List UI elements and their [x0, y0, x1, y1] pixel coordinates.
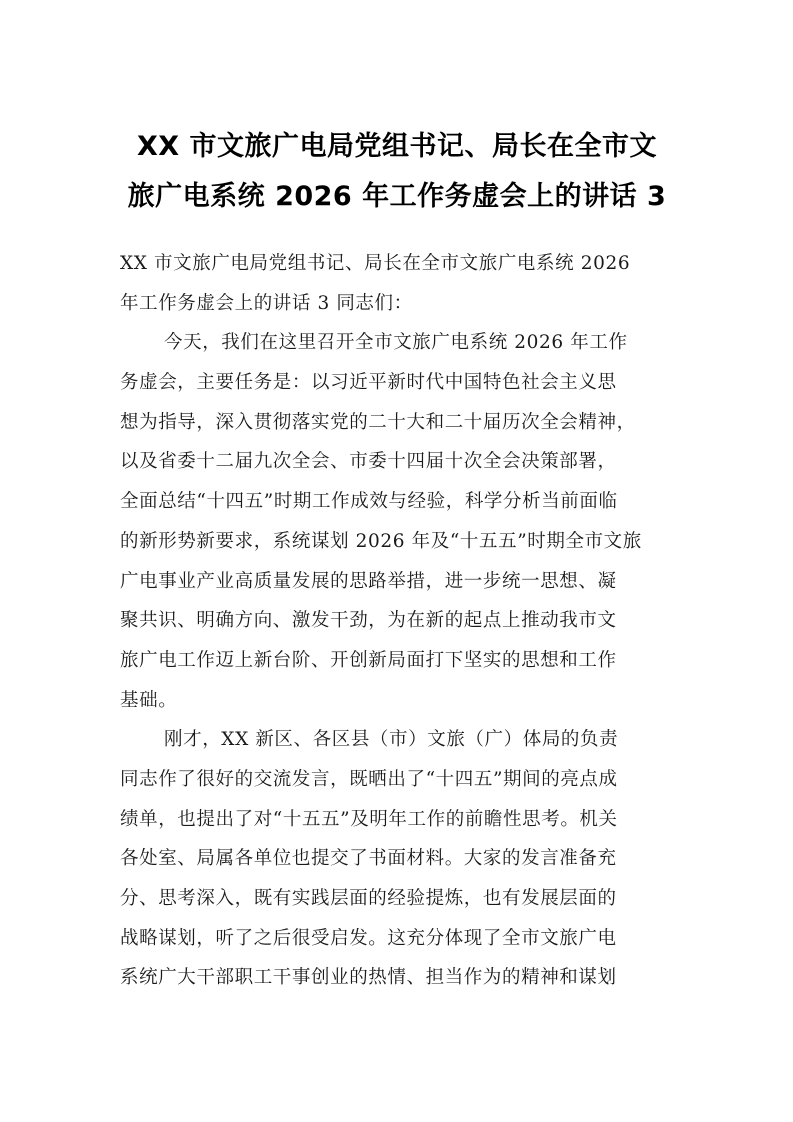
text-line: 聚共识、明确方向、激发干劲，为在新的起点上推动我市文: [120, 610, 617, 632]
text-line: 分、思考深入，既有实践层面的经验提炼，也有发展层面的: [120, 888, 617, 909]
document-title: [110, 122, 684, 222]
document-body: [120, 244, 676, 998]
text-line: 今天，我们在这里召开全市文旅广电系统 2026 年工作: [164, 332, 628, 354]
text-line: 战略谋划，听了之后很受启发。这充分体现了全市文旅广电: [120, 927, 617, 949]
paragraph-feedback: [120, 720, 676, 998]
text-line: 以及省委十二届九次全会、市委十四届十次全会决策部署，: [120, 451, 617, 473]
text-line: XX 市文旅广电局党组书记、局长在全市文旅广电系统 2026: [120, 253, 631, 274]
text-line: 年工作务虚会上的讲话 3 同志们：: [120, 292, 413, 314]
title-line: 旅广电系统 2026 年工作务虚会上的讲话 3: [127, 181, 667, 212]
paragraph-opening: [120, 323, 676, 720]
paragraph-heading: [120, 244, 676, 323]
title-line: XX 市文旅广电局党组书记、局长在全市文: [136, 131, 658, 162]
text-line: 务虚会，主要任务是：以习近平新时代中国特色社会主义思: [120, 372, 617, 394]
text-line: 全面总结“十四五”时期工作成效与经验，科学分析当前面临: [120, 491, 618, 513]
text-line: 旅广电工作迈上新台阶、开创新局面打下坚实的思想和工作: [120, 649, 617, 671]
text-line: 绩单，也提出了对“十五五”及明年工作的前瞻性思考。机关: [120, 808, 618, 830]
text-line: 各处室、局属各单位也提交了书面材料。大家的发言准备充: [120, 848, 617, 870]
text-line: 同志作了很好的交流发言，既晒出了“十四五”期间的亮点成: [120, 768, 618, 790]
text-line: 系统广大干部职工干事创业的热情、担当作为的精神和谋划: [120, 967, 617, 989]
text-line: 广电事业产业高质量发展的思路举措，进一步统一思想、凝: [120, 570, 617, 592]
text-line: 想为指导，深入贯彻落实党的二十大和二十届历次全会精神，: [120, 411, 636, 433]
text-line: 基础。: [120, 689, 178, 711]
text-line: 的新形势新要求，系统谋划 2026 年及“十五五”时期全市文旅: [120, 530, 642, 552]
text-line: 刚才，XX 新区、各区县（市）文旅（广）体局的负责: [164, 729, 619, 751]
